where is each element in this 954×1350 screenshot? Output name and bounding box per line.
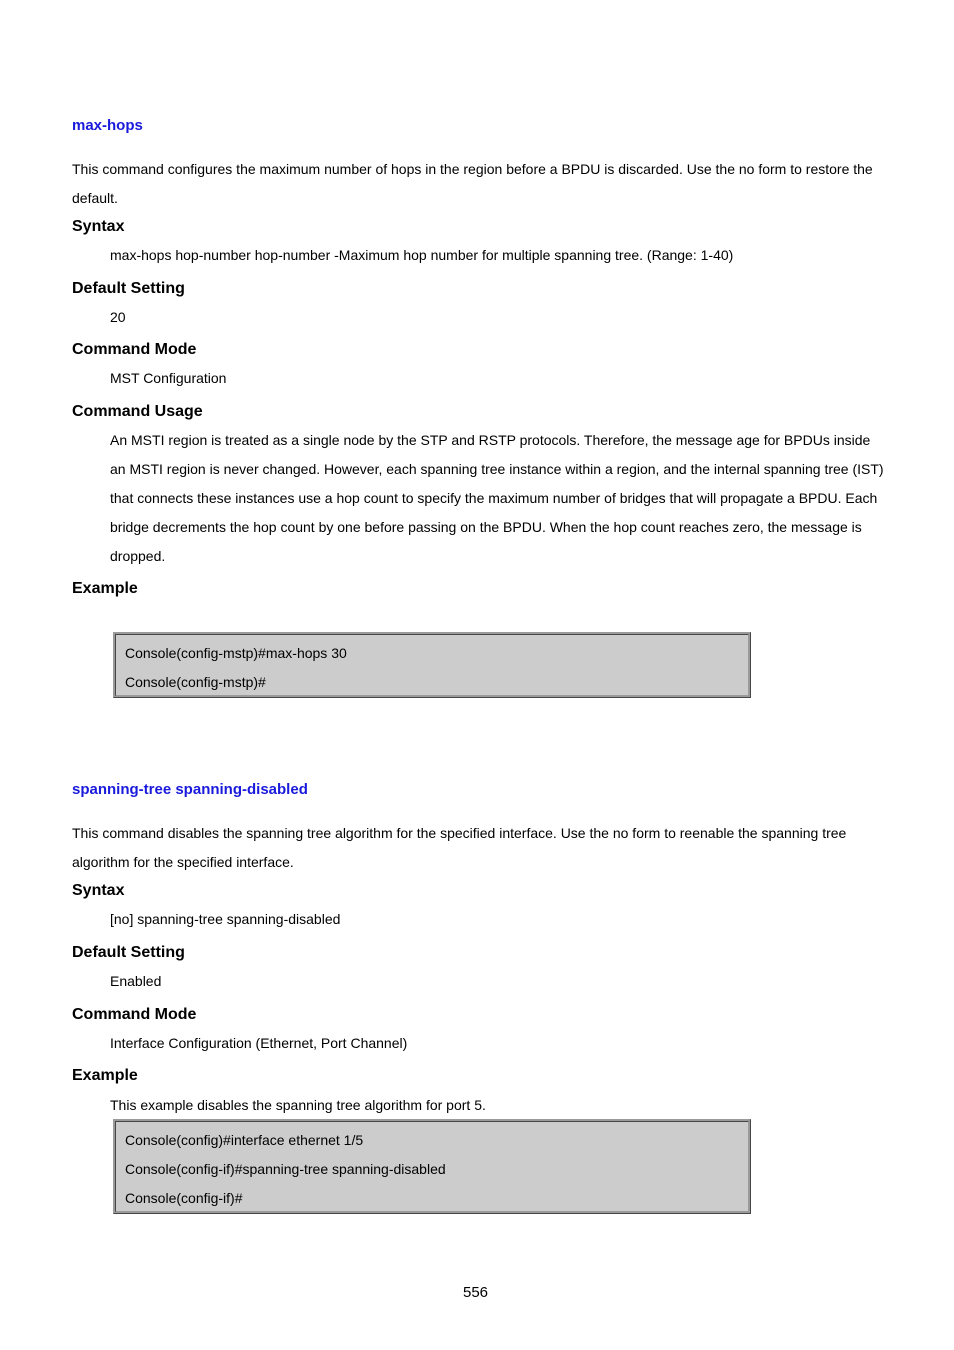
syntax-text: max-hops hop-number hop-number -Maximum hop number for multiple spanning tree. (Range: 1-40): [110, 247, 734, 263]
default-setting-value: Enabled: [110, 973, 162, 989]
default-setting-value: 20: [110, 309, 126, 325]
console-line: Console(config)#interface ethernet 1/5: [125, 1132, 364, 1148]
example-heading: Example: [72, 1067, 138, 1084]
syntax-heading: Syntax: [72, 218, 125, 235]
command-mode-value: Interface Configuration (Ethernet, Port Channel): [110, 1035, 408, 1051]
command-usage-text: An MSTI region is treated as a single node by the STP and RSTP protocols. Therefore, the message age for BPDUs inside an MSTI region is never changed. However, each spanning tree instance within a region, and the internal spanning tree (IST) that connects these instances use a hop count to specify the maximum number of bridges that will propagate a BPDU. Each bridge decrements the hop count by one before passing on the BPDU. When the hop count reaches zero, the message is dropped.: [110, 432, 884, 564]
command-usage-heading: Command Usage: [72, 403, 203, 420]
syntax-text: [no] spanning-tree spanning-disabled: [110, 911, 341, 927]
default-setting-heading: Default Setting: [72, 944, 185, 961]
page-number: 556: [463, 1284, 489, 1301]
console-line: Console(config-mstp)#: [125, 674, 266, 690]
command-mode-value: MST Configuration: [110, 370, 227, 386]
command-description: This command configures the maximum number of hops in the region before a BPDU is discarded. Use the no form to restore the default.: [72, 161, 873, 206]
command-mode-heading: Command Mode: [72, 341, 197, 358]
console-line: Console(config-mstp)#max-hops 30: [125, 645, 347, 661]
command-title-max-hops: max-hops: [72, 117, 143, 134]
console-example-box: [113, 632, 751, 698]
example-heading: Example: [72, 580, 138, 597]
command-description: This command disables the spanning tree algorithm for the specified interface. Use the no form to reenable the spanning tree algorithm for the specified interface.: [72, 825, 847, 870]
console-line: Console(config-if)#: [125, 1190, 243, 1206]
example-description: This example disables the spanning tree algorithm for port 5.: [110, 1097, 486, 1113]
default-setting-heading: Default Setting: [72, 280, 185, 297]
command-mode-heading: Command Mode: [72, 1006, 197, 1023]
console-line: Console(config-if)#spanning-tree spanning-disabled: [125, 1161, 446, 1177]
command-title-spanning-disabled: spanning-tree spanning-disabled: [72, 781, 308, 798]
console-example-box: [113, 1119, 751, 1214]
syntax-heading: Syntax: [72, 882, 125, 899]
